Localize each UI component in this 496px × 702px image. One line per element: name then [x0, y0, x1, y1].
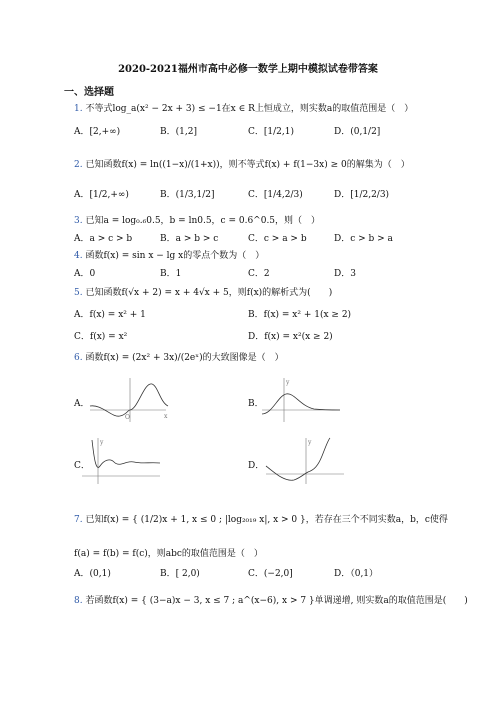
question-7-continued: f(a) = f(b) = f(c)，则abc的取值范围是（ ）: [74, 549, 263, 559]
option-a[interactable]: A．[2,+∞): [74, 127, 121, 137]
option-c[interactable]: C．(−2,0]: [248, 569, 293, 579]
question-number: 1.: [74, 104, 83, 114]
option-c[interactable]: C．[1/4,2/3): [248, 190, 303, 200]
option-a[interactable]: A．0: [74, 269, 96, 279]
question-8: [74, 593, 468, 606]
option-a[interactable]: A．[1/2,+∞): [74, 190, 129, 200]
option-a[interactable]: A．a > c > b: [74, 234, 133, 244]
option-b[interactable]: B．f(x) = x² + 1(x ≥ 2): [248, 310, 352, 320]
question-stem: 已知a = log₀.₆0.5，b = ln0.5，c = 0.6^0.5，则（ ）: [85, 216, 321, 226]
question-7: [74, 512, 448, 525]
graph-a[interactable]: [90, 376, 170, 424]
question-number: 7.: [74, 515, 83, 525]
question-1: [74, 101, 413, 114]
graph-b[interactable]: [262, 376, 342, 424]
question-stem: 已知f(x) = { (1/2)x + 1, x ≤ 0 ; |log₂₀₁₉ x|, x > 0 }，若存在三个不同实数a，b，c使得: [85, 515, 448, 525]
question-stem: 不等式log_a(x² − 2x + 3) ≤ −1在x ∈ R上恒成立，则实数a的取值范围是（ ）: [85, 104, 414, 114]
option-b[interactable]: B．(1,2]: [160, 127, 197, 137]
question-number: 2.: [74, 160, 83, 170]
option-d[interactable]: D．(0,1/2]: [334, 127, 381, 137]
graph-c[interactable]: [82, 436, 162, 486]
question-3: [74, 213, 320, 226]
question-stem: 已知函数f(√x + 2) = x + 4√x + 5，则f(x)的解析式为( ): [85, 288, 333, 298]
option-d[interactable]: D．[1/2,2/3): [334, 190, 390, 200]
option-b[interactable]: B．a > b > c: [160, 234, 219, 244]
option-c[interactable]: C．f(x) = x²: [74, 332, 128, 342]
y-axis-label: y: [308, 439, 312, 446]
question-6: [74, 350, 284, 363]
question-stem: 函数f(x) = (2x² + 3x)/(2eˣ)的大致图像是（ ）: [85, 353, 284, 363]
question-4: [74, 248, 264, 261]
option-b[interactable]: B．[ 2,0): [160, 569, 200, 579]
origin-label: O: [125, 414, 130, 421]
question-stem: 若函数f(x) = { (3−a)x − 3, x ≤ 7 ; a^(x−6), x > 7 }单调递增, 则实数a的取值范围是( ): [85, 596, 468, 606]
question-5: [74, 285, 332, 298]
option-d[interactable]: D．: [248, 461, 265, 471]
x-axis-label: x: [164, 413, 168, 420]
section-heading: 一、选择题: [64, 87, 114, 98]
option-d[interactable]: D．f(x) = x²(x ≥ 2): [248, 332, 333, 342]
option-d[interactable]: D．c > b > a: [334, 234, 393, 244]
option-b[interactable]: B．: [248, 399, 264, 409]
y-axis-label: y: [286, 379, 290, 386]
option-c[interactable]: C．2: [248, 269, 270, 279]
option-c[interactable]: C．[1/2,1): [248, 127, 294, 137]
option-d[interactable]: D．3: [334, 269, 356, 279]
option-b[interactable]: B．1: [160, 269, 182, 279]
question-number: 4.: [74, 251, 83, 261]
question-number: 3.: [74, 216, 83, 226]
question-stem: 函数f(x) = sin x − lg x的零点个数为（ ）: [85, 251, 265, 261]
y-axis-label: y: [100, 439, 104, 446]
graph-d[interactable]: [266, 436, 346, 486]
option-a[interactable]: A．(0,1): [74, 569, 111, 579]
question-2: [74, 157, 410, 170]
option-a[interactable]: A．: [74, 399, 90, 409]
question-number: 8.: [74, 596, 83, 606]
question-number: 5.: [74, 288, 83, 298]
question-number: 6.: [74, 353, 83, 363]
option-b[interactable]: B．(1/3,1/2]: [160, 190, 215, 200]
page-title: 2020-2021福州市高中必修一数学上期中模拟试卷带答案: [118, 64, 378, 75]
option-c[interactable]: C．c > a > b: [248, 234, 307, 244]
option-d[interactable]: D．（0,1）: [334, 569, 379, 579]
option-a[interactable]: A．f(x) = x² + 1: [74, 310, 146, 320]
option-c[interactable]: C．: [74, 461, 90, 471]
question-stem: 已知函数f(x) = ln((1−x)/(1+x))，则不等式f(x) + f(1−3x) ≥ 0的解集为（ ）: [85, 160, 410, 170]
